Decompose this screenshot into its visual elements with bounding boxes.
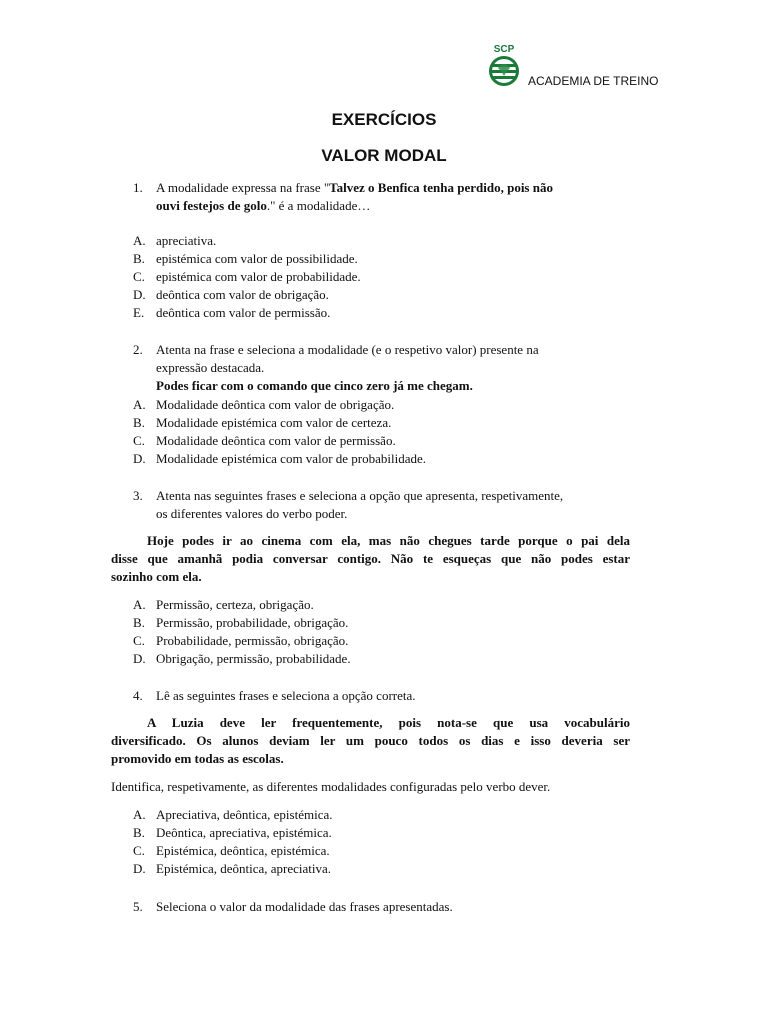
q2-option-text: Modalidade epistémica com valor de probabilidade.: [156, 451, 427, 466]
q4-number: 4.: [133, 688, 143, 703]
q2-prompt-line1: Atenta na frase e seleciona a modalidade (e o respetivo valor) presente na: [156, 342, 539, 357]
q1-prompt-pre: A modalidade expressa na frase ": [156, 180, 330, 195]
q3-prompt-line1: Atenta nas seguintes frases e seleciona a opção que apresenta, respetivamente,: [156, 488, 564, 503]
q3-number: 3.: [133, 488, 143, 503]
q4-passage-line: diversificado. Os alunos deviam ler um pouco todos os dias e isso deveria ser: [111, 733, 630, 748]
q2-option-letter: B.: [133, 415, 145, 430]
q1-number: 1.: [133, 180, 143, 195]
q1-prompt-line1: [156, 179, 553, 196]
q1-prompt-bold1: Talvez o Benfica tenha perdido, pois não: [329, 180, 553, 195]
q3-option-text: Permissão, probabilidade, obrigação.: [156, 615, 349, 630]
q3-option-text: Permissão, certeza, obrigação.: [156, 597, 314, 612]
q1-option-text: deôntica com valor de permissão.: [156, 305, 331, 320]
q1-option-text: deôntica com valor de obrigação.: [156, 287, 329, 302]
q1-option-letter: C.: [133, 269, 145, 284]
q3-passage-line: disse que amanhã podia conversar contigo. Não te esqueças que não podes estar: [111, 551, 630, 566]
q5-prompt-line1: Seleciona o valor da modalidade das frases apresentadas.: [156, 899, 453, 914]
q4-option-text: Epistémica, deôntica, apreciativa.: [156, 861, 332, 876]
q4-option-text: Epistémica, deôntica, epistémica.: [156, 843, 330, 858]
q4-option-letter: A.: [133, 807, 146, 822]
q4-option-letter: D.: [133, 861, 146, 876]
q1-option-letter: B.: [133, 251, 145, 266]
page-title: EXERCÍCIOS: [331, 110, 437, 129]
q4-passage: [111, 714, 630, 768]
q4-option-letter: C.: [133, 843, 145, 858]
q3-passage-line: sozinho com ela.: [111, 569, 202, 584]
q3-option-text: Obrigação, permissão, probabilidade.: [156, 651, 351, 666]
q1-option-letter: E.: [133, 305, 145, 320]
q2-option-text: Modalidade epistémica com valor de certeza.: [156, 415, 392, 430]
q4-option-text: Deôntica, apreciativa, epistémica.: [156, 825, 332, 840]
q5-number: 5.: [133, 899, 143, 914]
page-subtitle: VALOR MODAL: [321, 146, 447, 165]
q3-option-letter: A.: [133, 597, 146, 612]
q1-prompt-post: ." é a modalidade…: [266, 198, 371, 213]
q3-option-letter: B.: [133, 615, 145, 630]
q2-option-letter: D.: [133, 451, 146, 466]
q2-number: 2.: [133, 342, 143, 357]
q1-option-letter: A.: [133, 233, 146, 248]
q4-prompt-line1: Lê as seguintes frases e seleciona a opção correta.: [156, 688, 416, 703]
q4-option-letter: B.: [133, 825, 145, 840]
q3-option-text: Probabilidade, permissão, obrigação.: [156, 633, 349, 648]
q2-highlight: Podes ficar com o comando que cinco zero já me chegam.: [156, 378, 473, 393]
logo-text: SCP: [493, 44, 515, 55]
q3-passage-line: Hoje podes ir ao cinema com ela, mas não chegues tarde porque o pai dela: [147, 533, 630, 548]
q2-option-letter: A.: [133, 397, 146, 412]
q2-option-text: Modalidade deôntica com valor de obrigação.: [156, 397, 395, 412]
q3-passage: [111, 532, 630, 586]
academy-label: ACADEMIA DE TREINO: [528, 74, 659, 88]
q3-prompt-line2: os diferentes valores do verbo poder.: [156, 506, 348, 521]
scp-logo: [486, 42, 522, 88]
q1-option-text: epistémica com valor de probabilidade.: [156, 269, 361, 284]
q1-prompt-bold2: ouvi festejos de golo: [156, 198, 267, 213]
q1-option-text: apreciativa.: [156, 233, 217, 248]
q2-prompt-line2: expressão destacada.: [156, 360, 265, 375]
q4-passage-line: promovido em todas as escolas.: [111, 751, 284, 766]
q1-option-text: epistémica com valor de possibilidade.: [156, 251, 358, 266]
q3-option-letter: C.: [133, 633, 145, 648]
q3-option-letter: D.: [133, 651, 146, 666]
q4-option-text: Apreciativa, deôntica, epistémica.: [156, 807, 333, 822]
q4-instruction: Identifica, respetivamente, as diferentes modalidades configuradas pelo verbo dever.: [111, 779, 551, 794]
q2-option-text: Modalidade deôntica com valor de permissão.: [156, 433, 396, 448]
q4-passage-line: A Luzia deve ler frequentemente, pois nota-se que usa vocabulário: [147, 715, 630, 730]
q2-option-letter: C.: [133, 433, 145, 448]
q1-option-letter: D.: [133, 287, 146, 302]
q1-prompt-line2: [156, 197, 370, 214]
